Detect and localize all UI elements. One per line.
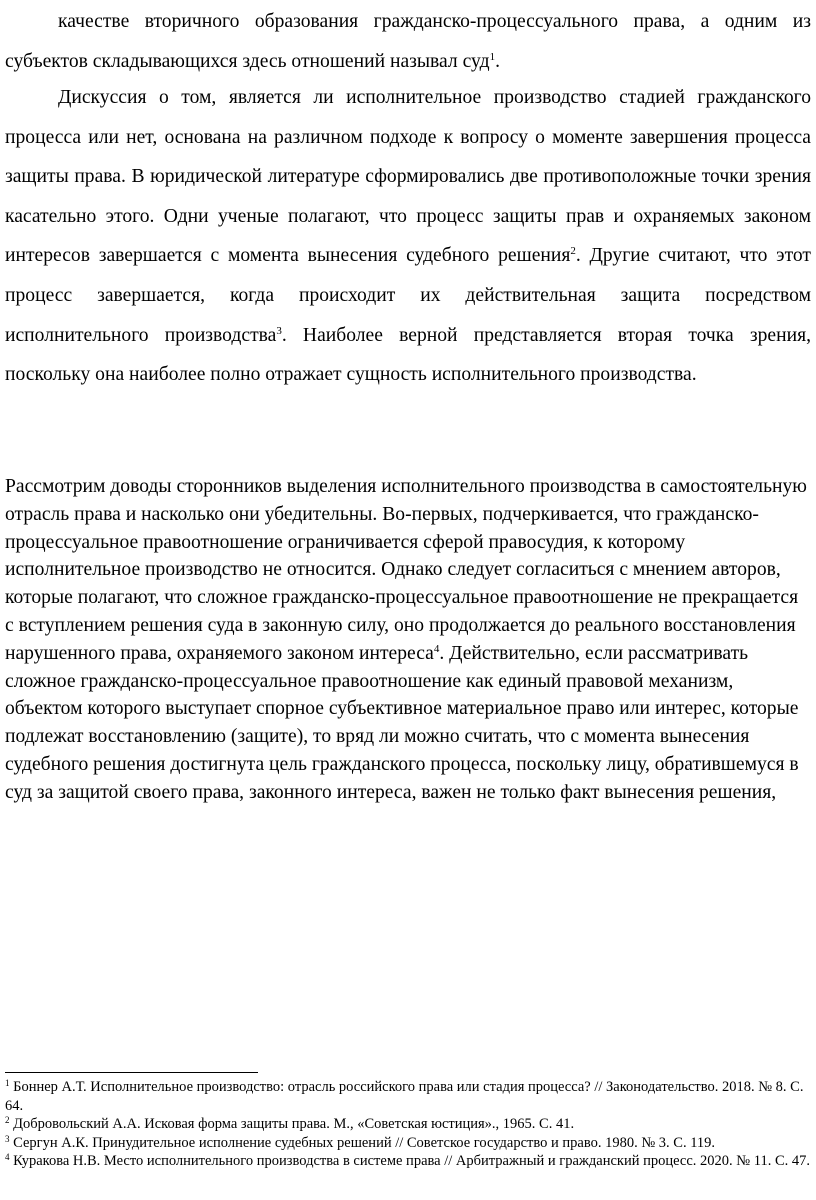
footnote-number: 1 [5, 1078, 10, 1088]
footnote-text: Боннер А.Т. Исполнительное производство: отрасль российского права или стадия процесса? // Законодательство. 2018. № 8. С. 64. [5, 1079, 804, 1114]
paragraph-3-segment-2: . Действительно, если рассматривать сложное гражданско-процессуальное правоотношение как единый правовой механизм, объектом которого выступает спорное субъективное материальное право или интерес, которые подлежат восстановлению (защите), то вряд ли можно считать, что с момента вынесения судебного решения достигнута цель гражданского процесса, поскольку лицу, обратившемуся в суд за защитой своего права, законного интереса, важен не только факт вынесения решения, [5, 642, 799, 803]
footnote-text: Куракова Н.В. Место исполнительного производства в системе права // Арбитражный и гражданский процесс. 2020. № 11. С. 47. [13, 1153, 811, 1170]
footnote-3 [5, 1134, 813, 1153]
paragraph-1 [5, 2, 811, 81]
paragraph-1-tail: . [495, 50, 500, 72]
footnote-ref-4[interactable]: 4 [433, 642, 440, 655]
footnote-number: 4 [5, 1152, 10, 1163]
paragraph-3-segment-1: Рассмотрим доводы сторонников выделения исполнительного производства в самостоятельную отрасль права и насколько они убедительны. Во-первых, подчеркивается, что гражданско-процессуальное правоотношение ограничивается сферой правосудия, к которому исполнительное производство не относится. Однако следует согласиться с мнением авторов, которые полагают, что сложное гражданско-процессуальное правоотношение не прекращается с вступлением решения суда в законную силу, оно продолжается до реального восстановления нарушенного права, охраняемого законом интереса [5, 476, 807, 664]
footnote-2 [5, 1115, 813, 1134]
paragraph-3 [5, 473, 811, 807]
footnote-4 [5, 1152, 813, 1171]
paragraph-2 [5, 78, 811, 395]
footnotes [5, 1078, 813, 1171]
paragraph-2-segment-1: Дискуссия о том, является ли исполнительное производство стадией гражданского процесса или нет, основана на различном подходе к вопросу о моменте завершения процесса защиты права. В юридической литературе сформировались две противоположные точки зрения касательно этого. Одни ученые полагают, что процесс защиты прав и охраняемых законом интересов завершается с момента вынесения судебного решения [5, 87, 811, 267]
footnote-ref-3[interactable]: 3 [276, 324, 282, 337]
footnote-number: 3 [5, 1133, 10, 1144]
footnote-separator [5, 1072, 258, 1073]
paragraph-2-segment-3: . Наиболее верной представляется вторая точка зрения, поскольку она наиболее полно отражает сущность исполнительного производства. [5, 324, 811, 386]
paragraph-2-segment-2: . Другие считают, что этот процесс завершается, когда происходит их действительная защита посредством исполнительного производства [5, 245, 811, 346]
footnote-text: Добровольский А.А. Исковая форма защиты права. М., «Советская юстиция»., 1965. С. 41. [13, 1116, 575, 1133]
footnote-ref-1[interactable]: 1 [489, 50, 496, 63]
footnote-text: Сергун А.К. Принудительное исполнение судебных решений // Советское государство и право. 1980. № 3. С. 119. [13, 1134, 716, 1151]
footnote-ref-2[interactable]: 2 [570, 245, 576, 258]
footnote-1 [5, 1078, 813, 1115]
paragraph-1-text: качестве вторичного образования гражданско-процессуального права, а одним из субъектов складывающихся здесь отношений называл суд [5, 11, 811, 72]
footnote-number: 2 [5, 1115, 10, 1126]
